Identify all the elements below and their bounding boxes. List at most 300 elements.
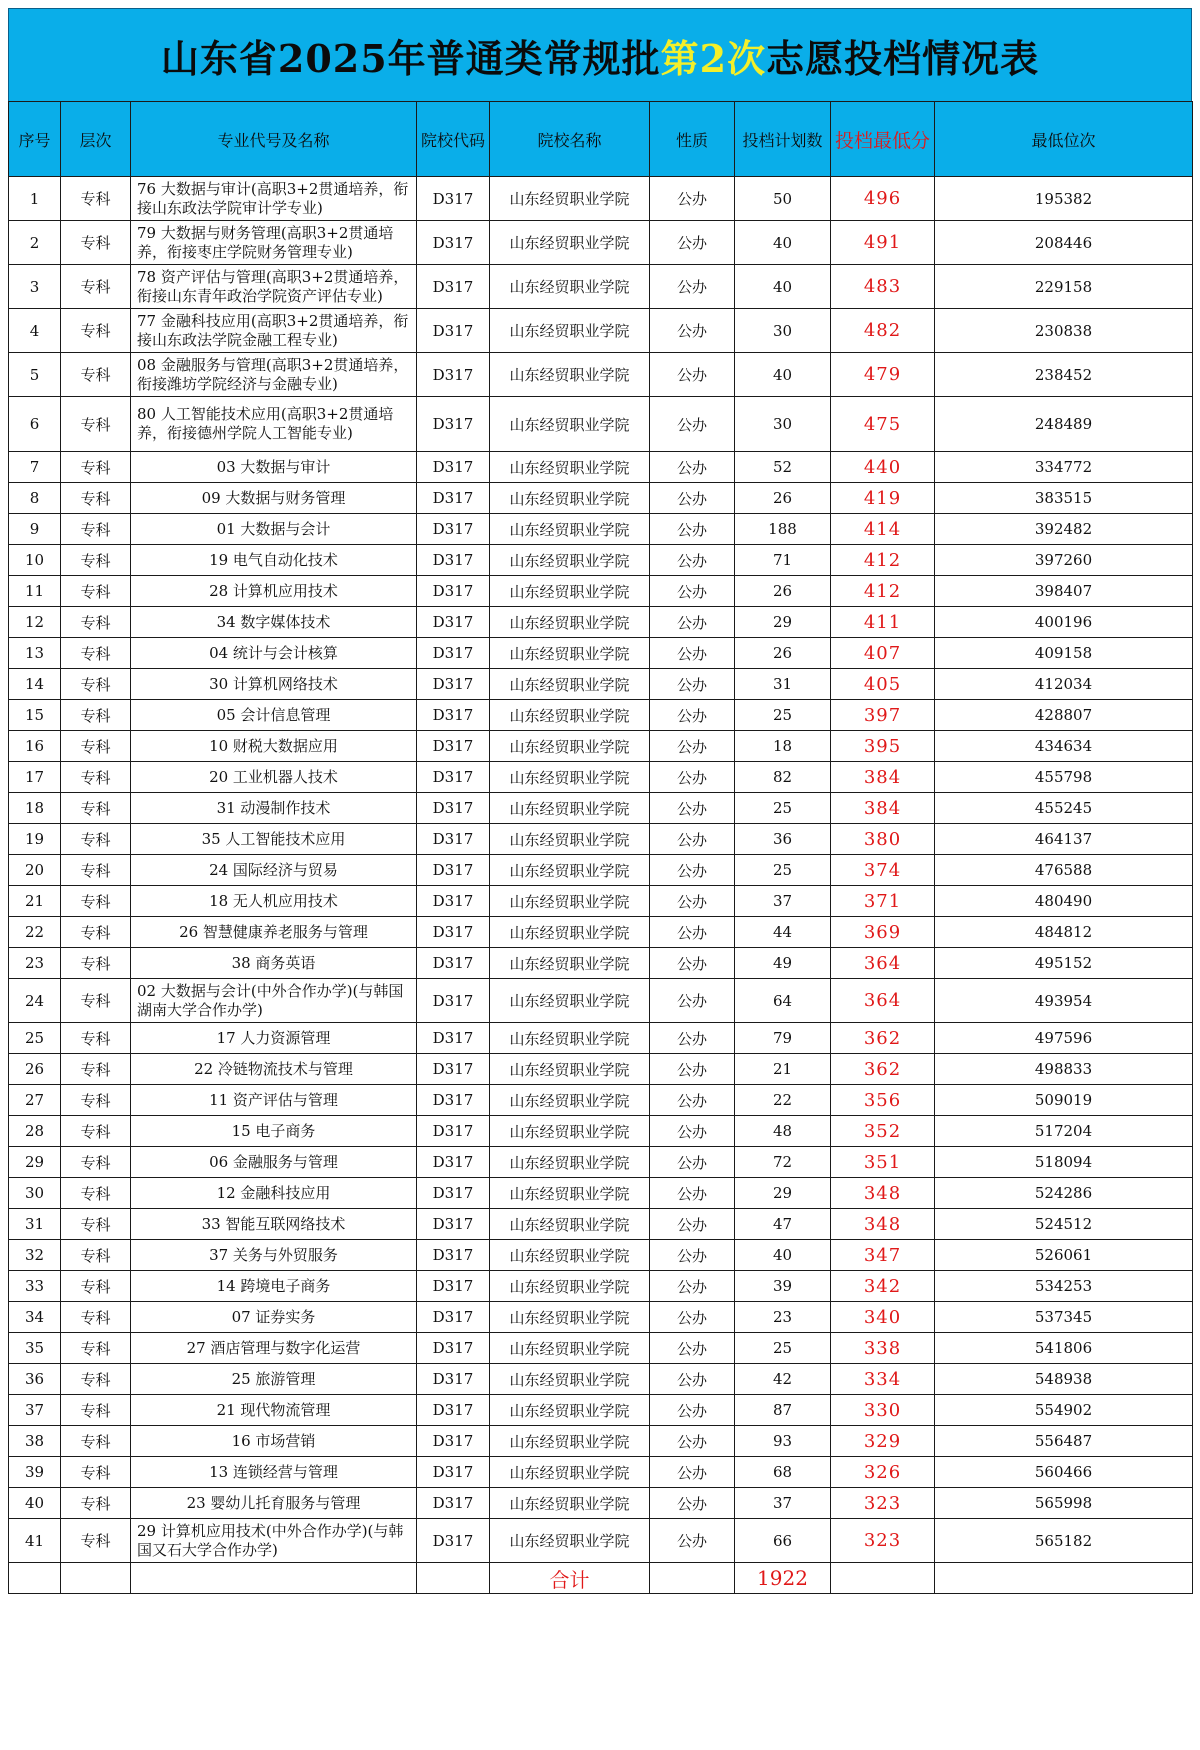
admission-table <box>8 101 1193 1594</box>
row-plan: 79 <box>735 1023 831 1054</box>
table-row <box>9 1457 1193 1488</box>
row-nature: 公办 <box>650 669 735 700</box>
row-school-name: 山东经贸职业学院 <box>490 353 650 397</box>
row-major: 08 金融服务与管理(高职3+2贯通培养，衔接潍坊学院经济与金融专业) <box>131 353 417 397</box>
row-min-score: 348 <box>831 1209 935 1240</box>
row-major: 14 跨境电子商务 <box>131 1271 417 1302</box>
row-major: 33 智能互联网络技术 <box>131 1209 417 1240</box>
row-min-rank: 565182 <box>935 1519 1193 1563</box>
row-plan: 29 <box>735 1178 831 1209</box>
table-row <box>9 917 1193 948</box>
row-min-score: 323 <box>831 1519 935 1563</box>
header-plan: 投档计划数 <box>735 102 831 177</box>
row-min-score: 384 <box>831 762 935 793</box>
row-nature: 公办 <box>650 1147 735 1178</box>
row-school-code: D317 <box>417 1147 490 1178</box>
row-min-score: 412 <box>831 576 935 607</box>
row-min-score: 348 <box>831 1178 935 1209</box>
row-min-score: 419 <box>831 483 935 514</box>
row-min-score: 347 <box>831 1240 935 1271</box>
row-school-code: D317 <box>417 221 490 265</box>
row-school-code: D317 <box>417 265 490 309</box>
row-nature: 公办 <box>650 1457 735 1488</box>
row-level: 专科 <box>61 762 131 793</box>
row-min-rank: 238452 <box>935 353 1193 397</box>
total-empty-nature <box>650 1563 735 1594</box>
row-level: 专科 <box>61 793 131 824</box>
row-index: 28 <box>9 1116 61 1147</box>
row-school-name: 山东经贸职业学院 <box>490 793 650 824</box>
table-row <box>9 886 1193 917</box>
row-plan: 44 <box>735 917 831 948</box>
row-index: 18 <box>9 793 61 824</box>
row-plan: 31 <box>735 669 831 700</box>
row-major: 16 市场营销 <box>131 1426 417 1457</box>
table-row <box>9 855 1193 886</box>
row-school-code: D317 <box>417 1488 490 1519</box>
row-plan: 52 <box>735 452 831 483</box>
row-min-score: 364 <box>831 948 935 979</box>
row-plan: 25 <box>735 793 831 824</box>
table-row <box>9 576 1193 607</box>
total-empty-code <box>417 1563 490 1594</box>
row-min-rank: 526061 <box>935 1240 1193 1271</box>
row-major: 78 资产评估与管理(高职3+2贯通培养，衔接山东青年政治学院资产评估专业) <box>131 265 417 309</box>
table-row <box>9 1426 1193 1457</box>
row-school-code: D317 <box>417 1178 490 1209</box>
row-nature: 公办 <box>650 700 735 731</box>
total-empty-score <box>831 1563 935 1594</box>
row-nature: 公办 <box>650 1364 735 1395</box>
row-plan: 40 <box>735 265 831 309</box>
row-min-rank: 560466 <box>935 1457 1193 1488</box>
total-empty-major <box>131 1563 417 1594</box>
row-level: 专科 <box>61 1333 131 1364</box>
row-nature: 公办 <box>650 545 735 576</box>
row-plan: 36 <box>735 824 831 855</box>
table-row <box>9 1488 1193 1519</box>
row-index: 39 <box>9 1457 61 1488</box>
row-major: 26 智慧健康养老服务与管理 <box>131 917 417 948</box>
row-school-name: 山东经贸职业学院 <box>490 221 650 265</box>
row-school-code: D317 <box>417 576 490 607</box>
row-level: 专科 <box>61 483 131 514</box>
row-plan: 49 <box>735 948 831 979</box>
row-level: 专科 <box>61 545 131 576</box>
row-min-score: 395 <box>831 731 935 762</box>
row-school-code: D317 <box>417 1271 490 1302</box>
row-level: 专科 <box>61 1240 131 1271</box>
row-min-rank: 464137 <box>935 824 1193 855</box>
row-school-code: D317 <box>417 793 490 824</box>
row-plan: 22 <box>735 1085 831 1116</box>
row-school-code: D317 <box>417 979 490 1023</box>
row-plan: 48 <box>735 1116 831 1147</box>
row-level: 专科 <box>61 731 131 762</box>
row-school-code: D317 <box>417 483 490 514</box>
table-row <box>9 353 1193 397</box>
row-level: 专科 <box>61 669 131 700</box>
admission-sheet <box>8 8 1192 1594</box>
header-nature: 性质 <box>650 102 735 177</box>
row-school-name: 山东经贸职业学院 <box>490 1147 650 1178</box>
row-min-score: 407 <box>831 638 935 669</box>
row-index: 27 <box>9 1085 61 1116</box>
row-school-code: D317 <box>417 1364 490 1395</box>
row-level: 专科 <box>61 576 131 607</box>
title-highlight: 第2次 <box>660 35 767 81</box>
row-school-name: 山东经贸职业学院 <box>490 700 650 731</box>
row-school-name: 山东经贸职业学院 <box>490 948 650 979</box>
row-school-code: D317 <box>417 397 490 452</box>
row-min-score: 362 <box>831 1023 935 1054</box>
row-index: 17 <box>9 762 61 793</box>
row-nature: 公办 <box>650 1240 735 1271</box>
row-index: 24 <box>9 979 61 1023</box>
row-school-code: D317 <box>417 855 490 886</box>
row-min-score: 412 <box>831 545 935 576</box>
table-row <box>9 483 1193 514</box>
row-plan: 30 <box>735 309 831 353</box>
row-min-rank: 509019 <box>935 1085 1193 1116</box>
row-level: 专科 <box>61 1395 131 1426</box>
row-school-code: D317 <box>417 514 490 545</box>
row-nature: 公办 <box>650 1271 735 1302</box>
row-major: 15 电子商务 <box>131 1116 417 1147</box>
row-major: 76 大数据与审计(高职3+2贯通培养，衔接山东政法学院审计学专业) <box>131 177 417 221</box>
row-min-rank: 434634 <box>935 731 1193 762</box>
row-level: 专科 <box>61 638 131 669</box>
header-school-code: 院校代码 <box>417 102 490 177</box>
table-row <box>9 1302 1193 1333</box>
row-min-score: 380 <box>831 824 935 855</box>
row-major: 20 工业机器人技术 <box>131 762 417 793</box>
row-school-name: 山东经贸职业学院 <box>490 1519 650 1563</box>
row-major: 12 金融科技应用 <box>131 1178 417 1209</box>
row-min-score: 411 <box>831 607 935 638</box>
row-index: 4 <box>9 309 61 353</box>
row-school-name: 山东经贸职业学院 <box>490 483 650 514</box>
row-min-rank: 493954 <box>935 979 1193 1023</box>
row-school-name: 山东经贸职业学院 <box>490 607 650 638</box>
row-min-rank: 534253 <box>935 1271 1193 1302</box>
row-level: 专科 <box>61 452 131 483</box>
row-school-name: 山东经贸职业学院 <box>490 265 650 309</box>
row-school-code: D317 <box>417 762 490 793</box>
row-nature: 公办 <box>650 1116 735 1147</box>
table-row <box>9 793 1193 824</box>
row-index: 19 <box>9 824 61 855</box>
table-row <box>9 700 1193 731</box>
row-school-name: 山东经贸职业学院 <box>490 762 650 793</box>
total-row <box>9 1563 1193 1594</box>
row-min-score: 340 <box>831 1302 935 1333</box>
row-min-score: 342 <box>831 1271 935 1302</box>
row-level: 专科 <box>61 1519 131 1563</box>
row-school-name: 山东经贸职业学院 <box>490 638 650 669</box>
row-level: 专科 <box>61 855 131 886</box>
row-school-name: 山东经贸职业学院 <box>490 397 650 452</box>
row-school-name: 山东经贸职业学院 <box>490 1178 650 1209</box>
row-level: 专科 <box>61 948 131 979</box>
row-school-code: D317 <box>417 700 490 731</box>
row-min-rank: 497596 <box>935 1023 1193 1054</box>
row-major: 31 动漫制作技术 <box>131 793 417 824</box>
row-major: 11 资产评估与管理 <box>131 1085 417 1116</box>
row-school-code: D317 <box>417 1457 490 1488</box>
row-min-score: 440 <box>831 452 935 483</box>
row-plan: 93 <box>735 1426 831 1457</box>
row-index: 36 <box>9 1364 61 1395</box>
row-min-score: 323 <box>831 1488 935 1519</box>
row-plan: 25 <box>735 700 831 731</box>
row-school-name: 山东经贸职业学院 <box>490 545 650 576</box>
row-min-rank: 428807 <box>935 700 1193 731</box>
row-level: 专科 <box>61 1271 131 1302</box>
row-nature: 公办 <box>650 1209 735 1240</box>
row-level: 专科 <box>61 1023 131 1054</box>
row-school-code: D317 <box>417 1519 490 1563</box>
row-plan: 40 <box>735 1240 831 1271</box>
row-school-code: D317 <box>417 452 490 483</box>
table-row <box>9 514 1193 545</box>
row-school-code: D317 <box>417 669 490 700</box>
row-index: 13 <box>9 638 61 669</box>
row-min-score: 482 <box>831 309 935 353</box>
row-level: 专科 <box>61 917 131 948</box>
row-nature: 公办 <box>650 979 735 1023</box>
row-school-code: D317 <box>417 1302 490 1333</box>
row-nature: 公办 <box>650 948 735 979</box>
row-index: 14 <box>9 669 61 700</box>
row-major: 23 婴幼儿托育服务与管理 <box>131 1488 417 1519</box>
table-row <box>9 1209 1193 1240</box>
row-min-rank: 524286 <box>935 1178 1193 1209</box>
row-nature: 公办 <box>650 1426 735 1457</box>
row-min-rank: 455245 <box>935 793 1193 824</box>
row-index: 8 <box>9 483 61 514</box>
row-major: 01 大数据与会计 <box>131 514 417 545</box>
row-nature: 公办 <box>650 1333 735 1364</box>
row-school-name: 山东经贸职业学院 <box>490 979 650 1023</box>
row-plan: 47 <box>735 1209 831 1240</box>
total-plan: 1922 <box>735 1563 831 1594</box>
row-nature: 公办 <box>650 917 735 948</box>
row-plan: 37 <box>735 886 831 917</box>
row-min-rank: 230838 <box>935 309 1193 353</box>
row-major: 30 计算机网络技术 <box>131 669 417 700</box>
row-school-name: 山东经贸职业学院 <box>490 1364 650 1395</box>
table-row <box>9 669 1193 700</box>
row-major: 29 计算机应用技术(中外合作办学)(与韩国又石大学合作办学) <box>131 1519 417 1563</box>
header-index: 序号 <box>9 102 61 177</box>
row-index: 32 <box>9 1240 61 1271</box>
row-min-score: 351 <box>831 1147 935 1178</box>
row-min-rank: 480490 <box>935 886 1193 917</box>
row-index: 29 <box>9 1147 61 1178</box>
row-plan: 21 <box>735 1054 831 1085</box>
row-nature: 公办 <box>650 221 735 265</box>
row-min-rank: 392482 <box>935 514 1193 545</box>
row-index: 25 <box>9 1023 61 1054</box>
row-major: 22 冷链物流技术与管理 <box>131 1054 417 1085</box>
row-school-name: 山东经贸职业学院 <box>490 452 650 483</box>
row-school-name: 山东经贸职业学院 <box>490 1457 650 1488</box>
row-min-score: 483 <box>831 265 935 309</box>
row-index: 9 <box>9 514 61 545</box>
row-level: 专科 <box>61 824 131 855</box>
table-row <box>9 1147 1193 1178</box>
row-min-rank: 518094 <box>935 1147 1193 1178</box>
row-level: 专科 <box>61 1054 131 1085</box>
row-min-score: 374 <box>831 855 935 886</box>
row-school-name: 山东经贸职业学院 <box>490 1426 650 1457</box>
row-nature: 公办 <box>650 1488 735 1519</box>
row-major: 17 人力资源管理 <box>131 1023 417 1054</box>
row-level: 专科 <box>61 265 131 309</box>
row-level: 专科 <box>61 1457 131 1488</box>
table-row <box>9 1395 1193 1426</box>
row-plan: 25 <box>735 1333 831 1364</box>
row-min-score: 352 <box>831 1116 935 1147</box>
row-school-name: 山东经贸职业学院 <box>490 824 650 855</box>
row-school-name: 山东经贸职业学院 <box>490 1054 650 1085</box>
row-major: 18 无人机应用技术 <box>131 886 417 917</box>
table-row <box>9 1333 1193 1364</box>
row-min-rank: 397260 <box>935 545 1193 576</box>
row-index: 30 <box>9 1178 61 1209</box>
row-index: 10 <box>9 545 61 576</box>
row-min-rank: 476588 <box>935 855 1193 886</box>
total-empty-level <box>61 1563 131 1594</box>
header-level: 层次 <box>61 102 131 177</box>
row-index: 35 <box>9 1333 61 1364</box>
row-major: 03 大数据与审计 <box>131 452 417 483</box>
row-school-code: D317 <box>417 309 490 353</box>
row-school-name: 山东经贸职业学院 <box>490 917 650 948</box>
row-level: 专科 <box>61 177 131 221</box>
row-school-name: 山东经贸职业学院 <box>490 1488 650 1519</box>
row-min-rank: 229158 <box>935 265 1193 309</box>
row-level: 专科 <box>61 1209 131 1240</box>
row-school-name: 山东经贸职业学院 <box>490 886 650 917</box>
row-school-code: D317 <box>417 1426 490 1457</box>
row-nature: 公办 <box>650 793 735 824</box>
row-major: 10 财税大数据应用 <box>131 731 417 762</box>
table-row <box>9 1519 1193 1563</box>
row-school-name: 山东经贸职业学院 <box>490 855 650 886</box>
table-row <box>9 221 1193 265</box>
row-index: 37 <box>9 1395 61 1426</box>
row-plan: 82 <box>735 762 831 793</box>
row-min-score: 338 <box>831 1333 935 1364</box>
row-min-rank: 554902 <box>935 1395 1193 1426</box>
row-min-rank: 412034 <box>935 669 1193 700</box>
row-min-score: 414 <box>831 514 935 545</box>
row-plan: 42 <box>735 1364 831 1395</box>
row-school-name: 山东经贸职业学院 <box>490 309 650 353</box>
row-school-code: D317 <box>417 1209 490 1240</box>
row-level: 专科 <box>61 979 131 1023</box>
row-index: 31 <box>9 1209 61 1240</box>
header-min-rank: 最低位次 <box>935 102 1193 177</box>
row-nature: 公办 <box>650 397 735 452</box>
row-min-rank: 537345 <box>935 1302 1193 1333</box>
row-plan: 25 <box>735 855 831 886</box>
row-nature: 公办 <box>650 309 735 353</box>
row-school-code: D317 <box>417 1023 490 1054</box>
row-plan: 26 <box>735 638 831 669</box>
row-school-code: D317 <box>417 731 490 762</box>
row-major: 07 证券实务 <box>131 1302 417 1333</box>
table-row <box>9 948 1193 979</box>
row-school-name: 山东经贸职业学院 <box>490 177 650 221</box>
row-min-rank: 524512 <box>935 1209 1193 1240</box>
row-nature: 公办 <box>650 762 735 793</box>
row-level: 专科 <box>61 1116 131 1147</box>
row-major: 06 金融服务与管理 <box>131 1147 417 1178</box>
row-major: 04 统计与会计核算 <box>131 638 417 669</box>
table-row <box>9 309 1193 353</box>
row-school-name: 山东经贸职业学院 <box>490 669 650 700</box>
row-min-rank: 548938 <box>935 1364 1193 1395</box>
header-school-name: 院校名称 <box>490 102 650 177</box>
row-school-name: 山东经贸职业学院 <box>490 1302 650 1333</box>
row-plan: 188 <box>735 514 831 545</box>
row-min-score: 329 <box>831 1426 935 1457</box>
row-min-rank: 208446 <box>935 221 1193 265</box>
row-min-score: 397 <box>831 700 935 731</box>
row-min-rank: 383515 <box>935 483 1193 514</box>
table-row <box>9 545 1193 576</box>
row-school-code: D317 <box>417 1395 490 1426</box>
row-min-rank: 398407 <box>935 576 1193 607</box>
row-min-score: 326 <box>831 1457 935 1488</box>
row-min-rank: 565998 <box>935 1488 1193 1519</box>
row-min-rank: 248489 <box>935 397 1193 452</box>
table-row <box>9 1271 1193 1302</box>
table-row <box>9 1023 1193 1054</box>
row-index: 12 <box>9 607 61 638</box>
row-nature: 公办 <box>650 731 735 762</box>
row-level: 专科 <box>61 309 131 353</box>
row-major: 37 关务与外贸服务 <box>131 1240 417 1271</box>
row-level: 专科 <box>61 1178 131 1209</box>
row-level: 专科 <box>61 886 131 917</box>
row-plan: 71 <box>735 545 831 576</box>
table-body <box>9 177 1193 1594</box>
title-suffix: 志愿投档情况表 <box>766 35 1040 81</box>
row-min-rank: 484812 <box>935 917 1193 948</box>
row-major: 25 旅游管理 <box>131 1364 417 1395</box>
row-index: 21 <box>9 886 61 917</box>
row-school-code: D317 <box>417 177 490 221</box>
table-row <box>9 1116 1193 1147</box>
row-min-score: 496 <box>831 177 935 221</box>
row-nature: 公办 <box>650 1178 735 1209</box>
row-plan: 30 <box>735 397 831 452</box>
row-school-name: 山东经贸职业学院 <box>490 1085 650 1116</box>
row-nature: 公办 <box>650 1302 735 1333</box>
row-major: 79 大数据与财务管理(高职3+2贯通培养，衔接枣庄学院财务管理专业) <box>131 221 417 265</box>
row-index: 22 <box>9 917 61 948</box>
header-major: 专业代号及名称 <box>131 102 417 177</box>
row-school-name: 山东经贸职业学院 <box>490 1023 650 1054</box>
row-index: 40 <box>9 1488 61 1519</box>
row-level: 专科 <box>61 1426 131 1457</box>
row-school-name: 山东经贸职业学院 <box>490 1333 650 1364</box>
row-level: 专科 <box>61 1147 131 1178</box>
